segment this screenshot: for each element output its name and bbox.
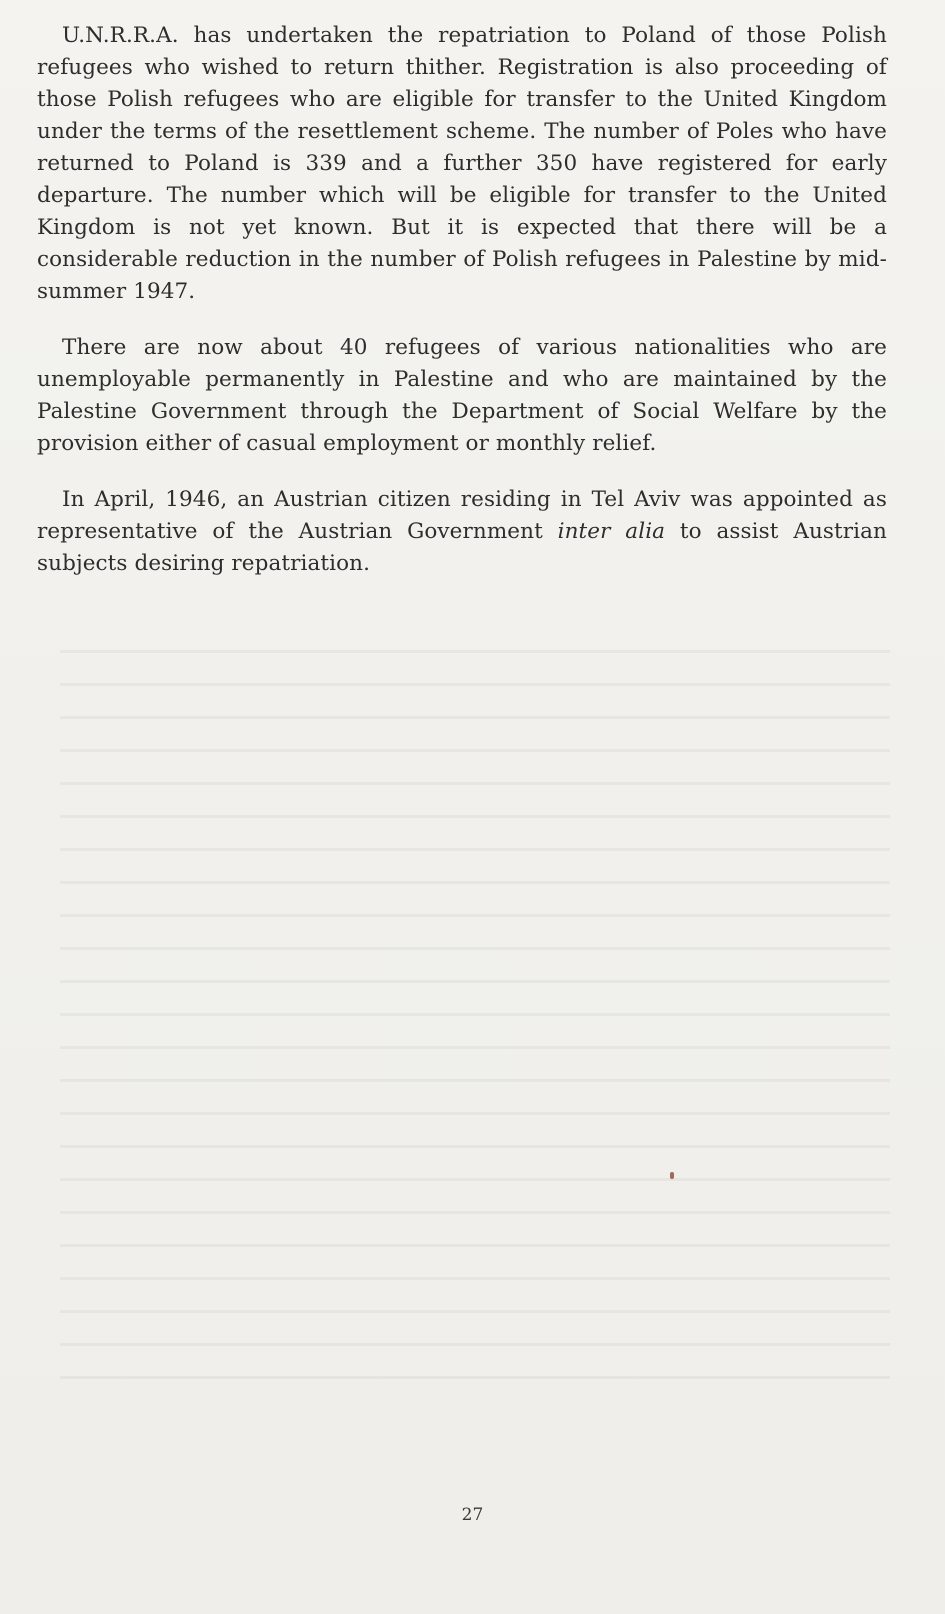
paragraph-austrian-text-before: In April, 1946, an Austrian citizen residing in Tel Aviv was appointed as representative of the Austrian Government bbox=[37, 487, 887, 544]
body-text bbox=[37, 20, 887, 604]
page-number: 27 bbox=[461, 1505, 484, 1525]
paragraph-austrian-text-after: to assist Austrian subjects desiring repatriation. bbox=[37, 519, 887, 576]
paragraph-unrra-repatriation: U.N.R.R.A. has undertaken the repatriation to Poland of those Polish refugees who wished to return thither. Registration is also proceeding of those Polish refugees who are eligible for transfer to the United Kingdom under the terms of the resettlement scheme. The number of Poles who have returned to Poland is 339 and a further 350 have registered for early departure. The number which will be eligible for transfer to the United Kingdom is not yet known. But it is expected that there will be a considerable reduction in the number of Polish refugees in Palestine by mid-summer 1947. bbox=[37, 23, 887, 304]
ink-speck bbox=[670, 1172, 674, 1179]
italic-phrase: inter alia bbox=[557, 519, 666, 544]
show-through-background bbox=[60, 650, 890, 1430]
paragraph-unemployable-refugees: There are now about 40 refugees of various nationalities who are unemployable permanently in Palestine and who are maintained by the Palestine Government through the Department of Social Welfare by the provision either of casual employment or monthly relief. bbox=[37, 335, 887, 456]
paragraph-austrian-representative bbox=[37, 484, 887, 580]
